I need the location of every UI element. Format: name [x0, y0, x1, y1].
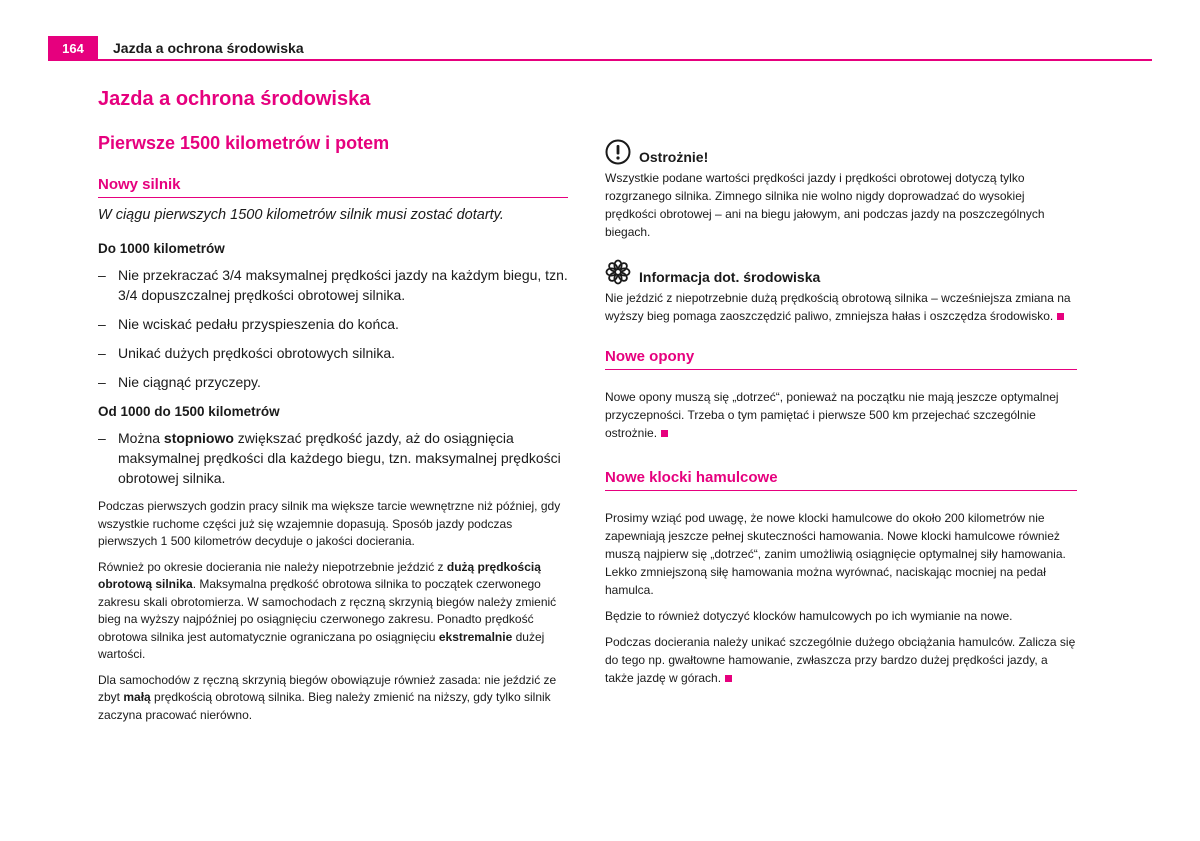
tyres-text: Nowe opony muszą się „dotrzeć“, ponieważ na początku nie mają jeszcze optymalnej przyczepności. Trzeba o tym pamiętać i pierwsze 500 km przejechać szczególnie ostrożnie.	[605, 390, 1059, 440]
brakes-paragraph: Podczas docierania należy unikać szczególnie dużego obciążania hamulców. Zalicza się do tego np. gwałtowne hamowanie, zwłaszcza przy bardzo dużej prędkości jazdy, a także jazdę w górach.	[605, 635, 1076, 685]
caution-text: Wszystkie podane wartości prędkości jazdy i prędkości obrotowej dotyczą tylko rozgrzanego silnika. Zimnego silnika nie wolno nigdy doprowadzać do wysokiej prędkości obrotowej – ani na biegu jałowym, ani podczas jazdy na poszczególnych biegach.	[605, 171, 1045, 239]
right-column	[605, 137, 1077, 703]
environment-header	[605, 257, 1077, 287]
flower-icon	[605, 259, 631, 285]
brakes-paragraph: Prosimy wziąć pod uwagę, że nowe klocki hamulcowe do około 200 kilometrów nie zapewniają jeszcze pełnej skuteczności hamowania. Nowe klocki hamulcowe również muszą najpierw się „dotrzeć“, zanim umożliwią osiągnięcie optymalnej siły hamowania. Lekko zmniejszoną siłę hamowania można wyrównać, naciskając mocniej na pedał hamulca.	[605, 511, 1066, 597]
environment-text: Nie jeździć z niepotrzebnie dużą prędkością obrotową silnika – wcześniejsza zmiana na wyższy bieg pomaga zaoszczędzić paliwo, zmniejsza hałas i oszczędza środowisko.	[605, 291, 1071, 323]
environment-title: Informacja dot. środowiska	[639, 269, 821, 285]
intro-text: W ciągu pierwszych 1500 kilometrów silnik musi zostać dotarty.	[98, 207, 504, 223]
subsection-title-new-engine: Nowy silnik	[98, 175, 568, 198]
list-item: – Nie wciskać pedału przyspieszenia do końca.	[98, 316, 399, 332]
header-rule	[48, 59, 1152, 61]
page-number: 164	[48, 36, 98, 61]
end-mark	[725, 675, 732, 682]
section-new-tyres	[605, 347, 1077, 442]
section-new-brake-pads	[605, 468, 1077, 687]
end-mark	[1057, 313, 1064, 320]
list-item: – Unikać dużych prędkości obrotowych silnika.	[98, 345, 396, 361]
subsection-title-new-brake-pads: Nowe klocki hamulcowe	[605, 468, 1077, 491]
list-item: – Nie przekraczać 3/4 maksymalnej prędkości jazdy na każdym biegu, tzn. 3/4 dopuszczalnej prędkości obrotowej silnika.	[98, 267, 568, 303]
paragraph-high-rpm: Również po okresie docierania nie należy niepotrzebnie jeździć z dużą prędkością obrotową silnika. Maksymalna prędkość obrotowa silnika to początek czerwonego zakresu skali obrotomierza. W samochodach z ręczną skrzynią biegów należy zmienić bieg na wyższy najpóźniej po osiągnięciu czerwonego zakresu. Ponadto prędkość obrotowa silnika jest automatycznie ograniczana po osiągnięciu ekstremalnie dużej wartości.	[98, 559, 557, 661]
list-item: – Można stopniowo zwiększać prędkość jazdy, aż do osiągnięcia maksymalnej prędkości dla każdego biegu, tzn. maksymalnej prędkości obrotowej silnika.	[98, 430, 561, 486]
brakes-paragraph: Będzie to również dotyczyć klocków hamulcowych po ich wymianie na nowe.	[605, 609, 1013, 623]
list-item: – Nie ciągnąć przyczepy.	[98, 374, 261, 390]
list-up-to-1000	[98, 265, 568, 392]
paragraph-low-rpm: Dla samochodów z ręczną skrzynią biegów obowiązuje również zasada: nie jeździć ze zbyt małą prędkością obrotową silnika. Bieg należy zmienić na niższy, gdy tylko silnik zaczyna pracować nierówno.	[98, 672, 557, 722]
left-column	[98, 86, 568, 732]
subhead-1000-to-1500: Od 1000 do 1500 kilometrów	[98, 404, 280, 419]
caution-header	[605, 137, 1077, 167]
chapter-title: Jazda a ochrona środowiska	[98, 88, 371, 110]
running-header: Jazda a ochrona środowiska	[113, 40, 304, 56]
subsection-title-new-tyres: Nowe opony	[605, 347, 1077, 370]
end-mark	[661, 430, 668, 437]
paragraph-friction: Podczas pierwszych godzin pracy silnik ma większe tarcie wewnętrzne niż później, gdy wszystkie ruchome części już się wzajemnie dopasują. Sposób jazdy podczas pierwszych 1 500 kilometrów decyduje o jakości docierania.	[98, 499, 561, 548]
section-title: Pierwsze 1500 kilometrów i potem	[98, 133, 390, 153]
caution-title: Ostrożnie!	[639, 149, 709, 165]
list-1000-to-1500	[98, 428, 568, 488]
exclamation-circle-icon	[605, 139, 631, 165]
subhead-up-to-1000: Do 1000 kilometrów	[98, 241, 225, 256]
